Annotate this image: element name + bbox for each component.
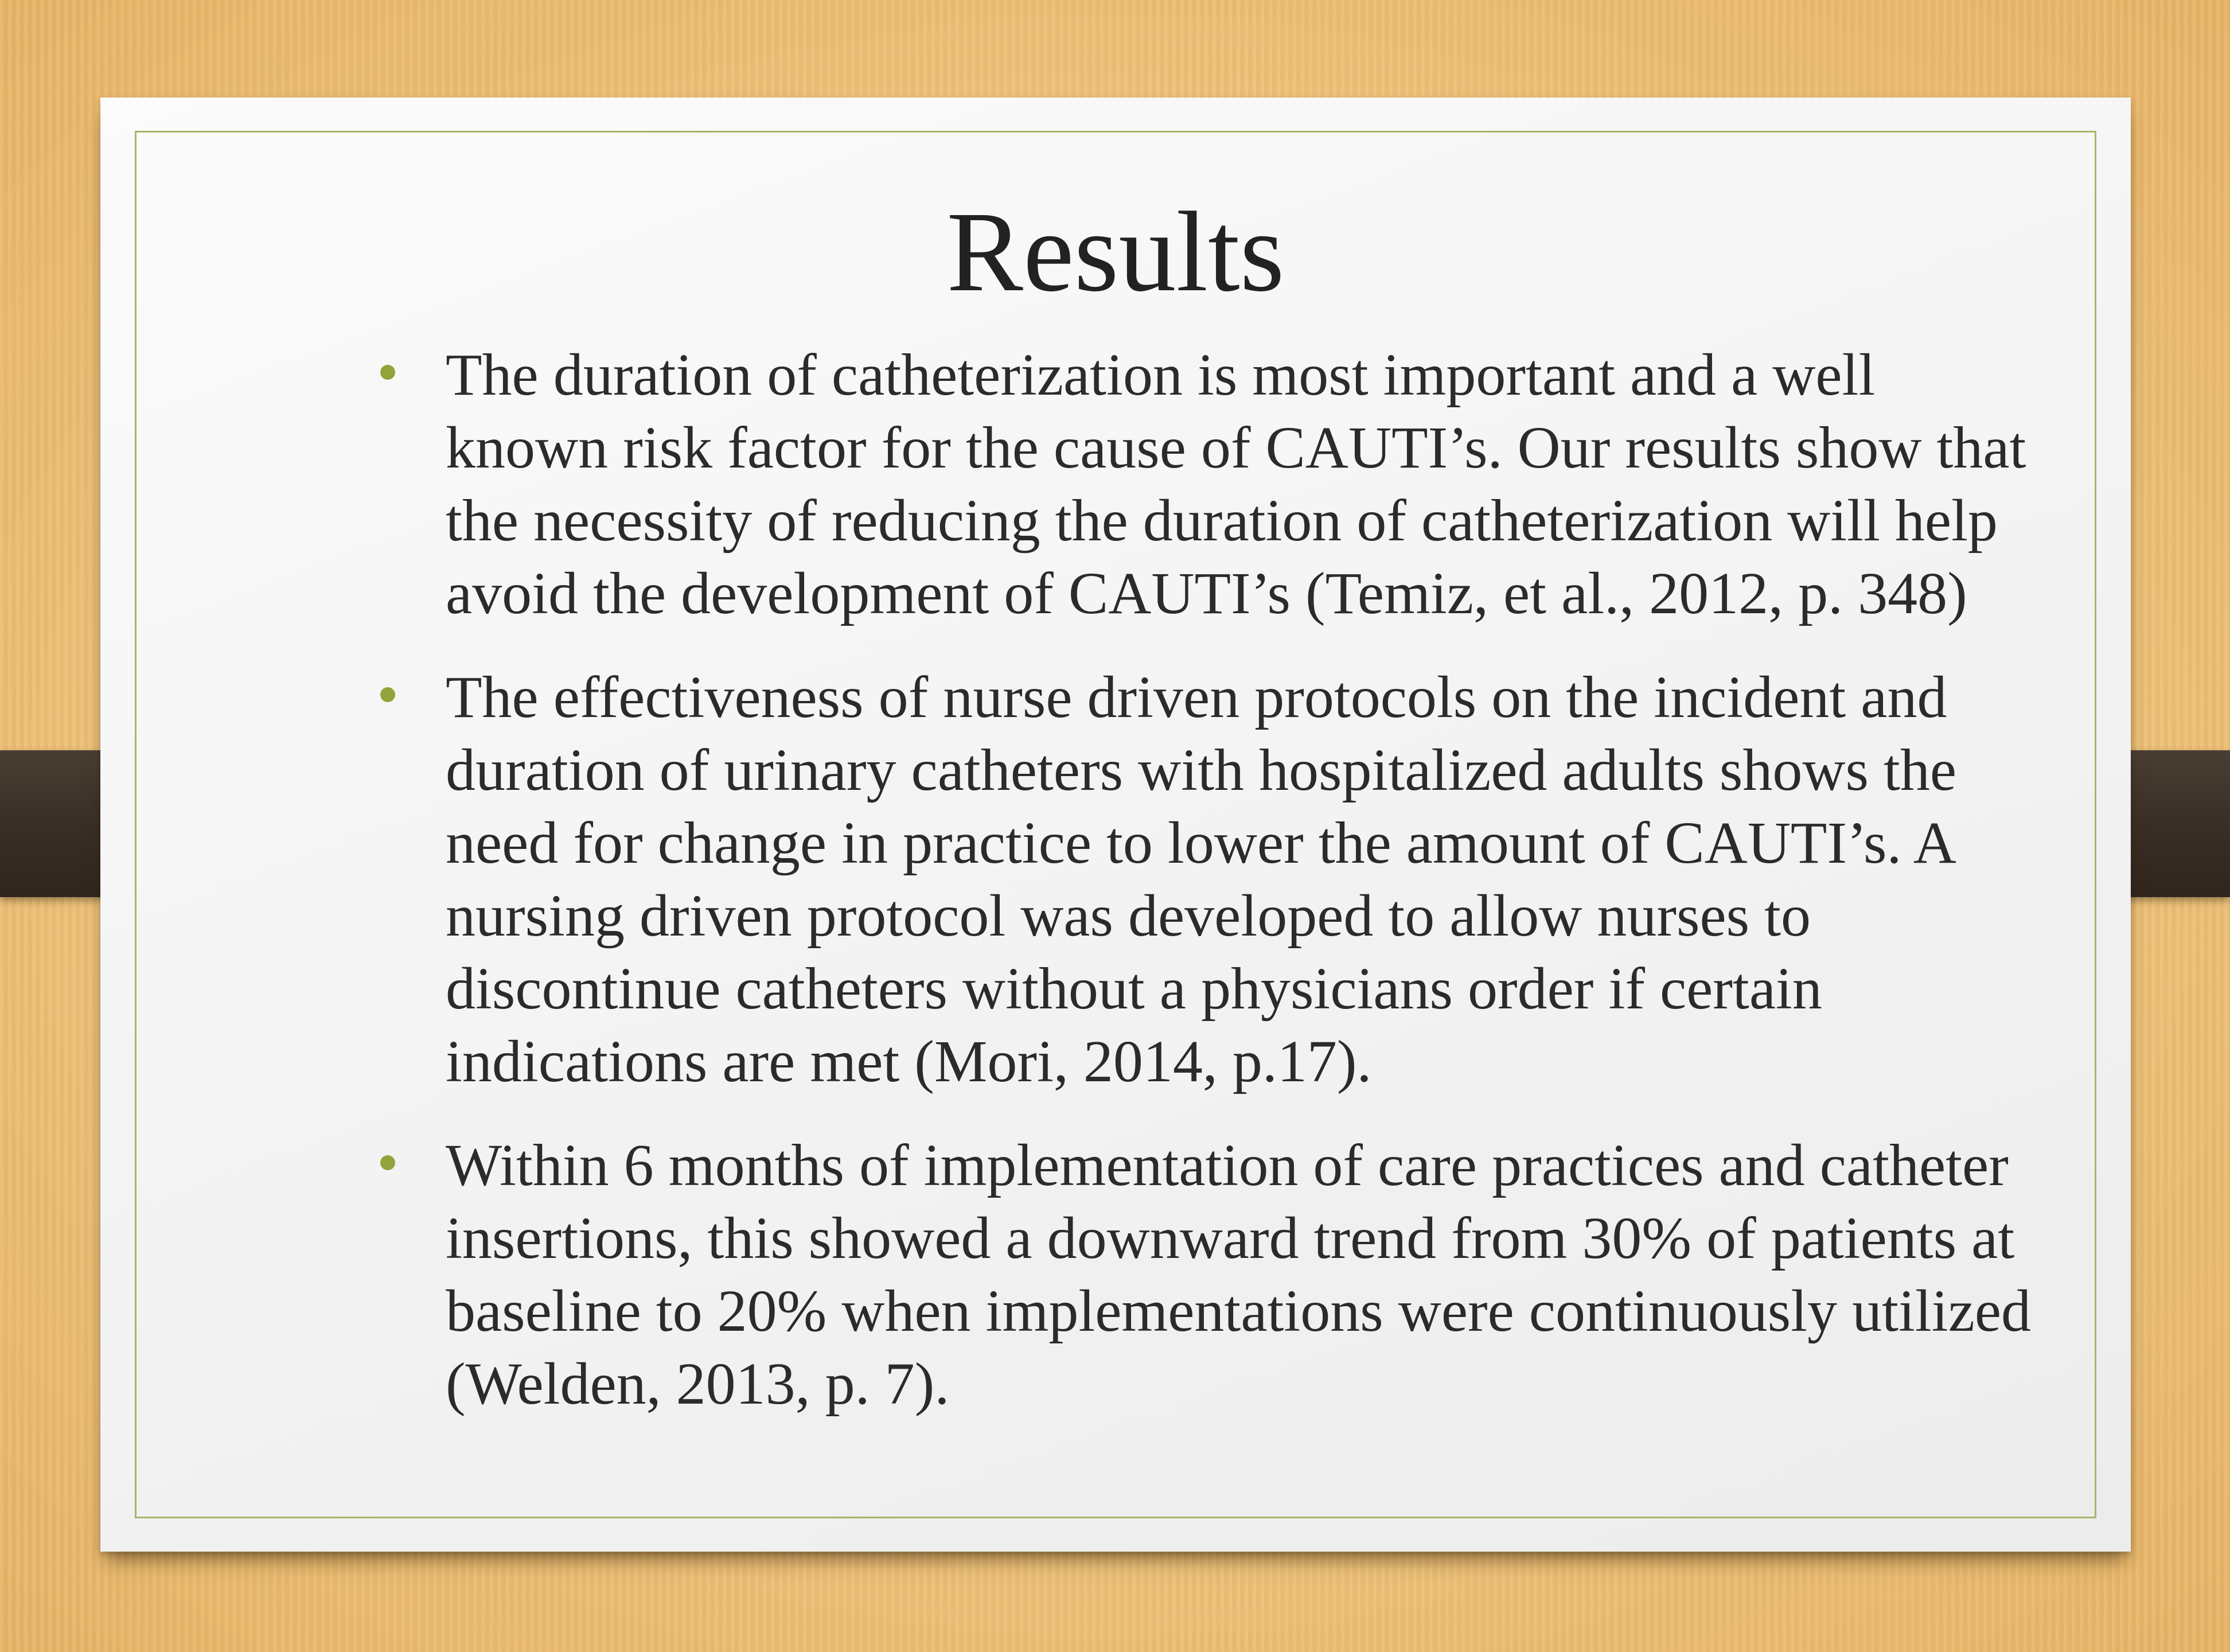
bullet-list <box>347 338 2050 1451</box>
slide-card <box>100 98 2131 1552</box>
bullet-item-2 <box>347 661 2050 1098</box>
bullet-dot-icon <box>380 687 395 702</box>
bullet-text-1: The duration of catheterization is most important and a well known risk factor for the cause of CAUTI’s. Our results show that the necessity of reducing the duration of catheterization will help avoid the development of CAUTI’s (Temiz, et al., 2012, p. 348) <box>446 342 2026 626</box>
bullet-item-3 <box>347 1129 2050 1420</box>
slide-title: Results <box>946 189 1285 315</box>
bullet-text-3: Within 6 months of implementation of care practices and catheter insertions, this showed a downward trend from 30% of patients at baseline to 20% when implementations were continuously utilized (Welden, 2013, p. 7). <box>446 1132 2032 1417</box>
bullet-dot-icon <box>380 1155 395 1170</box>
bullet-dot-icon <box>380 365 395 380</box>
bullet-item-1 <box>347 338 2050 630</box>
bullet-text-2: The effectiveness of nurse driven protocols on the incident and duration of urinary catheters with hospitalized adults shows the need for change in practice to lower the amount of CAUTI’s. A nursing driven protocol was developed to allow nurses to discontinue catheters without a physicians order if certain indications are met (Mori, 2014, p.17). <box>446 664 1957 1094</box>
